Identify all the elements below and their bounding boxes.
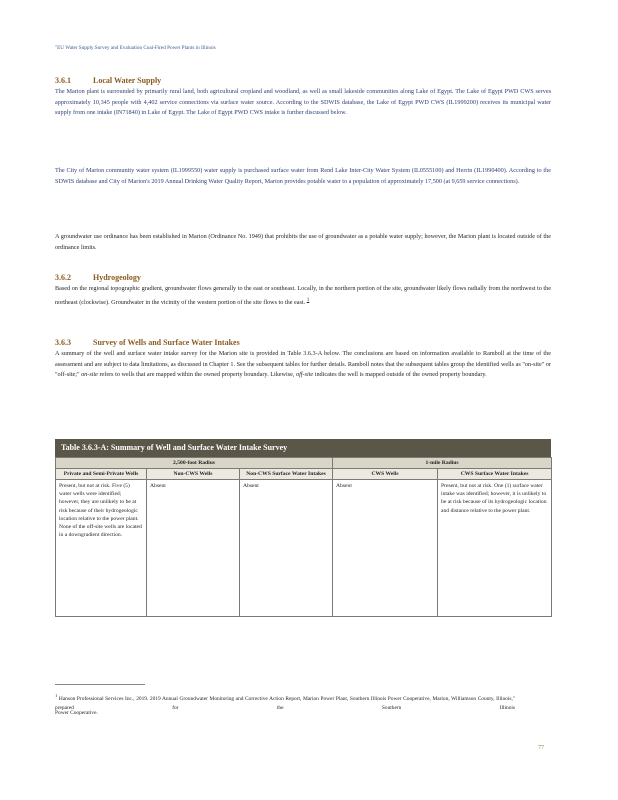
footnote-continuation: Power Cooperative. (55, 710, 98, 716)
survey-text-c: indicates the well is mapped outside of the owned property boundary. (313, 371, 487, 379)
group-header-2500ft: 2,500-foot Radius (56, 458, 333, 469)
column-header: CWS Surface Water Intakes (438, 469, 552, 480)
table-title: Table 3.6.3-A: Summary of Well and Surface Water Intake Survey (55, 439, 551, 457)
footnote-text: Hanson Professional Services Inc., 2019. 2019 Annual Groundwater Monitoring and Corrective Action Report, Marion Power Plant, Southern Illinois Power Cooperative, Marion, Williamson County, Illinois," prepared for the Southern Illinois (55, 695, 515, 711)
page-number: 77 (538, 745, 544, 751)
paragraph-local-water-3: A groundwater use ordinance has been established in Marion (Ordinance No. 1949) that prohibits the use of groundwater as a potable water supply; however, the Marion plant is located outside of the ordinance limits. (55, 233, 551, 251)
table-cell: Present, but not at risk. Five (5) water wells were identified; however, they are unlikely to be at risk because of their hydrogeologic location relative to the power plant. None of the off-site wells are located in a downgradient direction. (56, 480, 147, 617)
survey-onsite-term: on-site (81, 371, 98, 379)
footnote-reference[interactable]: 1 (306, 296, 310, 303)
table-cell: Absent (240, 480, 333, 617)
section-title: Hydrogeology (93, 273, 141, 282)
section-heading-3-6-3 (55, 338, 240, 347)
table-cell: Absent (147, 480, 240, 617)
paragraph-well-survey (55, 349, 551, 381)
column-header: CWS Wells (333, 469, 438, 480)
paragraph-hydrogeology (55, 284, 551, 308)
column-header: Private and Semi-Private Wells (56, 469, 147, 480)
table-cell: Absent (333, 480, 438, 617)
section-heading-3-6-2 (55, 273, 141, 282)
table-row (56, 480, 552, 617)
column-header: Non-CWS Wells (147, 469, 240, 480)
survey-text-a: A summary of the well and surface water intake survey for the Marion site is provided in Table 3.6.3-A below. The conclusions are based on information available to Ramboll at the time of the assessment and are subject to data limitations, as discussed in Chapter 1. See the subsequent tables for further details. Ramboll notes that the subsequent tables group the identified wells as "on-site" or "off-site;" (55, 350, 551, 379)
table-cell: Present, but not at risk. One (1) surface water intake was identified; however, it is unlikely to be at risk because of its hydrogeologic location and distance relative to the power plant. (438, 480, 552, 617)
section-number: 3.6.2 (55, 273, 71, 282)
summary-table (55, 457, 552, 617)
section-title: Survey of Wells and Surface Water Intakes (93, 338, 240, 347)
section-number: 3.6.1 (55, 76, 71, 85)
footnote-marker: 1 (55, 693, 58, 698)
paragraph-local-water-2: The City of Marion community water system (IL1999550) water supply is purchased surface water from Rend Lake Inter-City Water System (IL0555100) and Herrin (IL1990400). According to the SDWIS database and City of Marion's 2019 Annual Drinking Water Quality Report, Marion provides potable water to a population of approximately 17,500 (at 9,659 service connections). (55, 167, 551, 185)
column-header: Non-CWS Surface Water Intakes (240, 469, 333, 480)
section-heading-3-6-1 (55, 76, 161, 85)
survey-text-b: refers to wells that are mapped within the owned property boundary. Likewise, (97, 371, 296, 379)
running-header: "EU Water Supply Survey and Evaluation Coal-Fired Power Plants in Illinois (55, 45, 216, 51)
hydrogeology-text: Based on the regional topographic gradient, groundwater flows generally to the east or southeast. Locally, in the northern portion of the site, groundwater likely flows radially from the northwest to the northeast (clockwise). Groundwater in the vicinity of the western portion of the site flows to the east. (55, 285, 551, 306)
footnote-divider (55, 684, 145, 685)
survey-offsite-term: off-site (295, 371, 314, 379)
paragraph-local-water-1: The Marion plant is surrounded by primarily rural land, both agricultural cropland and woodland, as well as small lakeside communities along Lake of Egypt. The Lake of Egypt PWD CWS serves approximately 10,345 people with 4,402 service connections via surface water source. According to the SDWIS database, the Lake of Egypt PWD CWS (IL1999200) receives its municipal water supply from one intake (IN71840) in Lake of Egypt. The Lake of Egypt PWD CWS intake is further discussed below. (55, 88, 551, 117)
group-header-1mile: 1-mile Radius (333, 458, 552, 469)
section-title: Local Water Supply (93, 76, 162, 85)
section-number: 3.6.3 (55, 338, 71, 347)
table-column-header-row (56, 469, 552, 480)
table-group-header-row (56, 458, 552, 469)
